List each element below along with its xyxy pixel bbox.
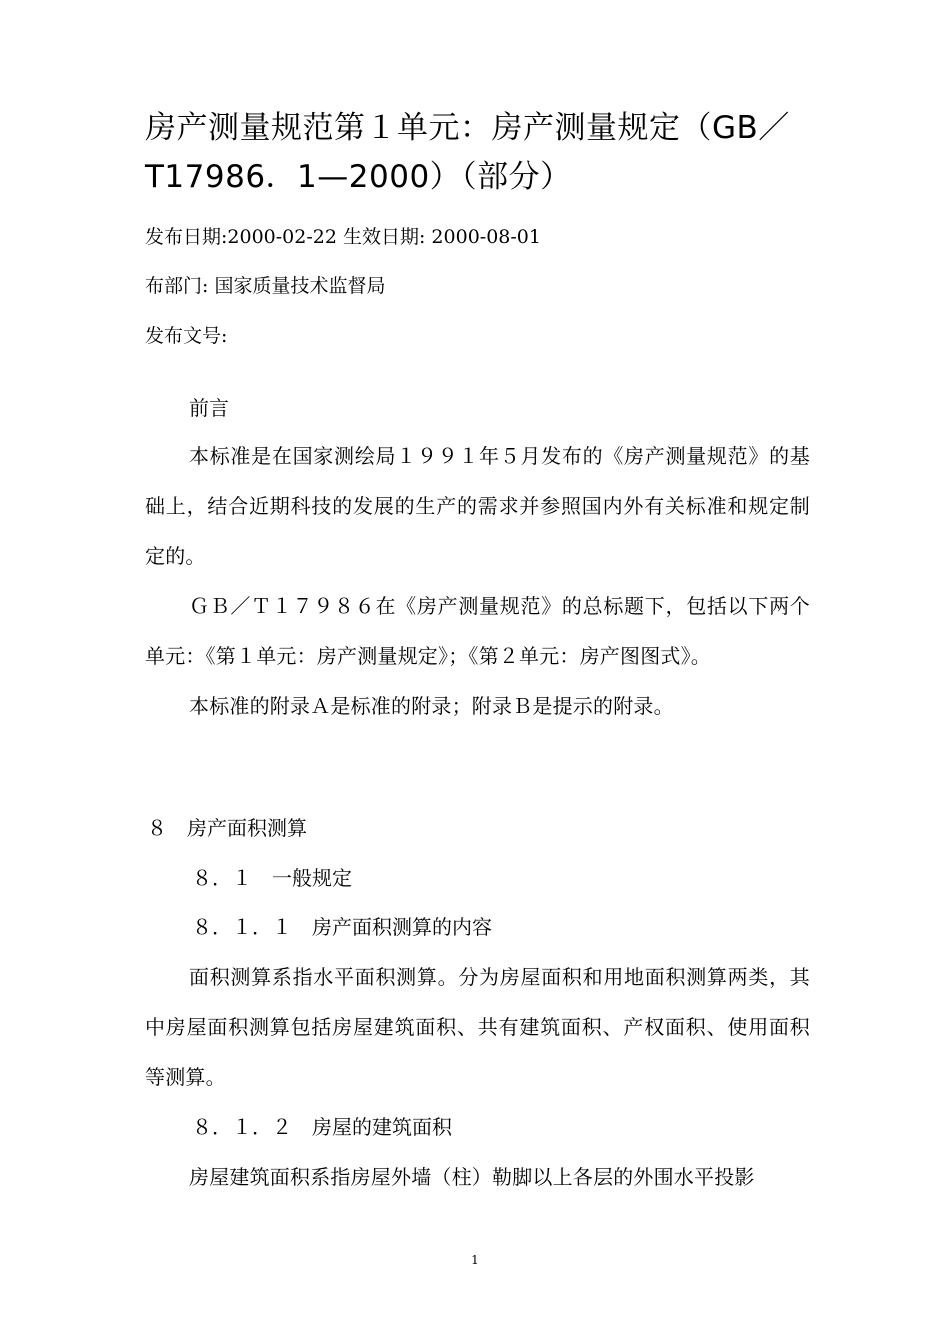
page-number: 1 (471, 1253, 479, 1267)
publish-date-line: 发布日期:2000-02-22 生效日期: 2000-08-01 (145, 226, 541, 248)
section-8-1-heading: ８．１ 一般规定 (192, 866, 352, 890)
section-8-heading: ８ 房产面积测算 (147, 816, 307, 840)
foreword-paragraph-3: 本标准的附录Ａ是标准的附录；附录Ｂ是提示的附录。 (189, 694, 674, 718)
foreword-paragraph-2: ＧＢ／Ｔ１７９８６在《房产测量规范》的总标题下，包括以下两个单元：《第１单元：房产测量规定》；《第２单元：房产图图式》。 (145, 594, 810, 668)
doc-number-line: 发布文号: (145, 325, 228, 347)
document-title: 房产测量规范第１单元：房产测量规定（GB／T17986．1—2000）（部分） (145, 110, 790, 195)
foreword-paragraph-1: 本标准是在国家测绘局１９９１年５月发布的《房产测量规范》的基础上，结合近期科技的发展的生产的需求并参照国内外有关标准和规定制定的。 (145, 444, 810, 568)
section-8-1-2-heading: ８．１．２ 房屋的建筑面积 (192, 1115, 452, 1139)
department-line: 布部门: 国家质量技术监督局 (145, 275, 386, 297)
section-8-1-1-heading: ８．１．１ 房产面积测算的内容 (192, 915, 492, 939)
section-8-1-2-paragraph: 房屋建筑面积系指房屋外墙（柱）勒脚以上各层的外围水平投影 (189, 1165, 755, 1189)
section-8-1-1-paragraph: 面积测算系指水平面积测算。分为房屋面积和用地面积测算两类，其中房屋面积测算包括房屋建筑面积、共有建筑面积、产权面积、使用面积等测算。 (145, 965, 810, 1089)
foreword-heading: 前言 (189, 396, 229, 420)
